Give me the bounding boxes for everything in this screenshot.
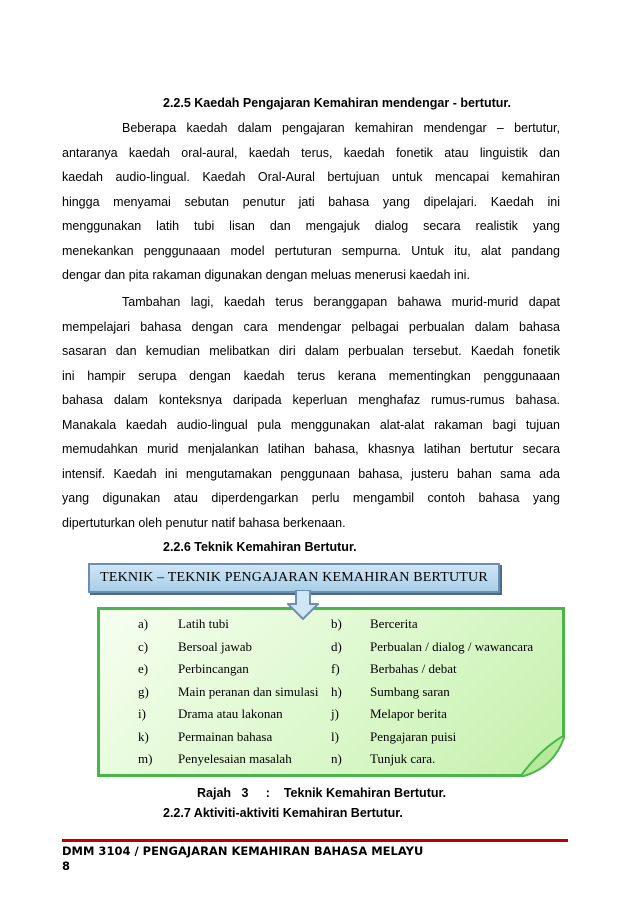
- paragraph-2: [62, 290, 560, 535]
- page-curl-icon: [520, 735, 565, 777]
- item-text: Tunjuk cara.: [370, 751, 436, 766]
- item-text: Berbahas / debat: [370, 661, 457, 676]
- item-letter: k): [138, 728, 149, 744]
- footer: [62, 844, 423, 874]
- item-letter: c): [138, 638, 149, 654]
- footer-title: DMM 3104 / PENGAJARAN KEMAHIRAN BAHASA MELAYU: [62, 844, 424, 858]
- paragraph-line: ini hampir serupa dengan kaedah terus kerana mementingkan penggunaaan: [62, 368, 560, 383]
- paragraph-line: sasaran dan kemudian melibatkan diri dalam perbualan tersebut. Kaedah fonetik: [62, 344, 560, 358]
- item-text: Drama atau lakonan: [178, 706, 283, 721]
- item-letter: a): [138, 616, 149, 631]
- paragraph-line: dengar dan pita rakaman digunakan dengan meluas menerusi kaedah ini.: [62, 268, 470, 282]
- paragraph-line: Manakala kaedah audio-lingual pula menggunakan alat-alat rakaman bagi tujuan: [62, 417, 560, 432]
- item-text: Perbualan / dialog / wawancara: [370, 638, 534, 654]
- heading-2-2-6: 2.2.6 Teknik Kemahiran Bertutur.: [163, 540, 357, 554]
- paragraph-line: mempelajari bahasa dengan cara mendengar pelbagai perbualan dalam bahasa: [62, 319, 560, 334]
- paragraph-line: intensif. Kaedah ini mengutamakan penggunaan bahasa, justeru bahan sama ada: [62, 466, 560, 481]
- item-text: Bercerita: [370, 616, 418, 631]
- item-text: Melapor berita: [370, 706, 447, 721]
- paragraph-line: dipertuturkan oleh penutur natif bahasa berkenaan.: [62, 515, 346, 530]
- item-letter: b): [331, 616, 342, 631]
- item-letter: f): [331, 661, 340, 676]
- item-text: Latih tubi: [178, 616, 229, 631]
- paragraph-line: yang digunakan atau diperdengarkan perlu mengambil contoh bahasa yang: [62, 491, 560, 505]
- item-letter: d): [331, 638, 342, 654]
- paragraph-line: bahasa dalam konteksnya daripada keperluan menghafaz rumus-rumus bahasa.: [62, 393, 560, 407]
- item-letter: m): [138, 751, 153, 766]
- paragraph-line: menekankan penggunaaan model pertuturan sempurna. Untuk itu, alat pandang: [62, 243, 560, 258]
- paragraph-line: hingga menyamai sebutan penutur jati bahasa yang dipelajari. Kaedah ini: [62, 194, 560, 209]
- item-letter: i): [138, 706, 146, 721]
- paragraph-line: Beberapa kaedah dalam pengajaran kemahiran mendengar – bertutur,: [122, 121, 560, 135]
- paragraph-line: memudahkan murid menjalankan latihan bahasa, khasnya latihan bertutur secara: [62, 442, 560, 456]
- heading-2-2-7: 2.2.7 Aktiviti-aktiviti Kemahiran Bertutur.: [163, 806, 403, 820]
- paragraph-line: Tambahan lagi, kaedah terus beranggapan bahawa murid-murid dapat: [122, 295, 560, 309]
- item-letter: n): [331, 751, 342, 766]
- page-number: 8: [62, 859, 71, 873]
- item-text: Sumbang saran: [370, 683, 450, 699]
- paragraph-line: kaedah audio-lingual. Kaedah Oral-Aural bertujuan untuk mencapai kemahiran: [62, 170, 560, 184]
- item-letter: j): [331, 706, 339, 721]
- paragraph-line: antaranya kaedah oral-aural, kaedah terus, kaedah fonetik atau linguistik dan: [62, 145, 560, 160]
- item-letter: l): [331, 728, 339, 744]
- item-letter: h): [331, 683, 342, 699]
- item-text: Bersoal jawab: [178, 638, 253, 654]
- heading-2-2-5: 2.2.5 Kaedah Pengajaran Kemahiran mendengar - bertutur.: [163, 96, 512, 110]
- figure-caption: Rajah 3 : Teknik Kemahiran Bertutur.: [197, 786, 447, 800]
- item-text: Permainan bahasa: [178, 728, 273, 744]
- technique-banner: [88, 563, 500, 593]
- down-arrow-icon: [287, 590, 319, 620]
- paragraph-1: [62, 116, 560, 288]
- item-text: Penyelesaian masalah: [178, 751, 292, 766]
- item-text: Pengajaran puisi: [370, 728, 457, 744]
- item-letter: e): [138, 661, 149, 676]
- banner-title: TEKNIK – TEKNIK PENGAJARAN KEMAHIRAN BERTUTUR: [100, 570, 488, 585]
- item-text: Main peranan dan simulasi: [178, 683, 319, 699]
- paragraph-line: menggunakan latih tubi lisan dan mengajuk dialog secara realistik yang: [62, 219, 560, 233]
- footer-rule: [62, 839, 568, 842]
- item-letter: g): [138, 683, 149, 699]
- item-text: Perbincangan: [178, 661, 249, 676]
